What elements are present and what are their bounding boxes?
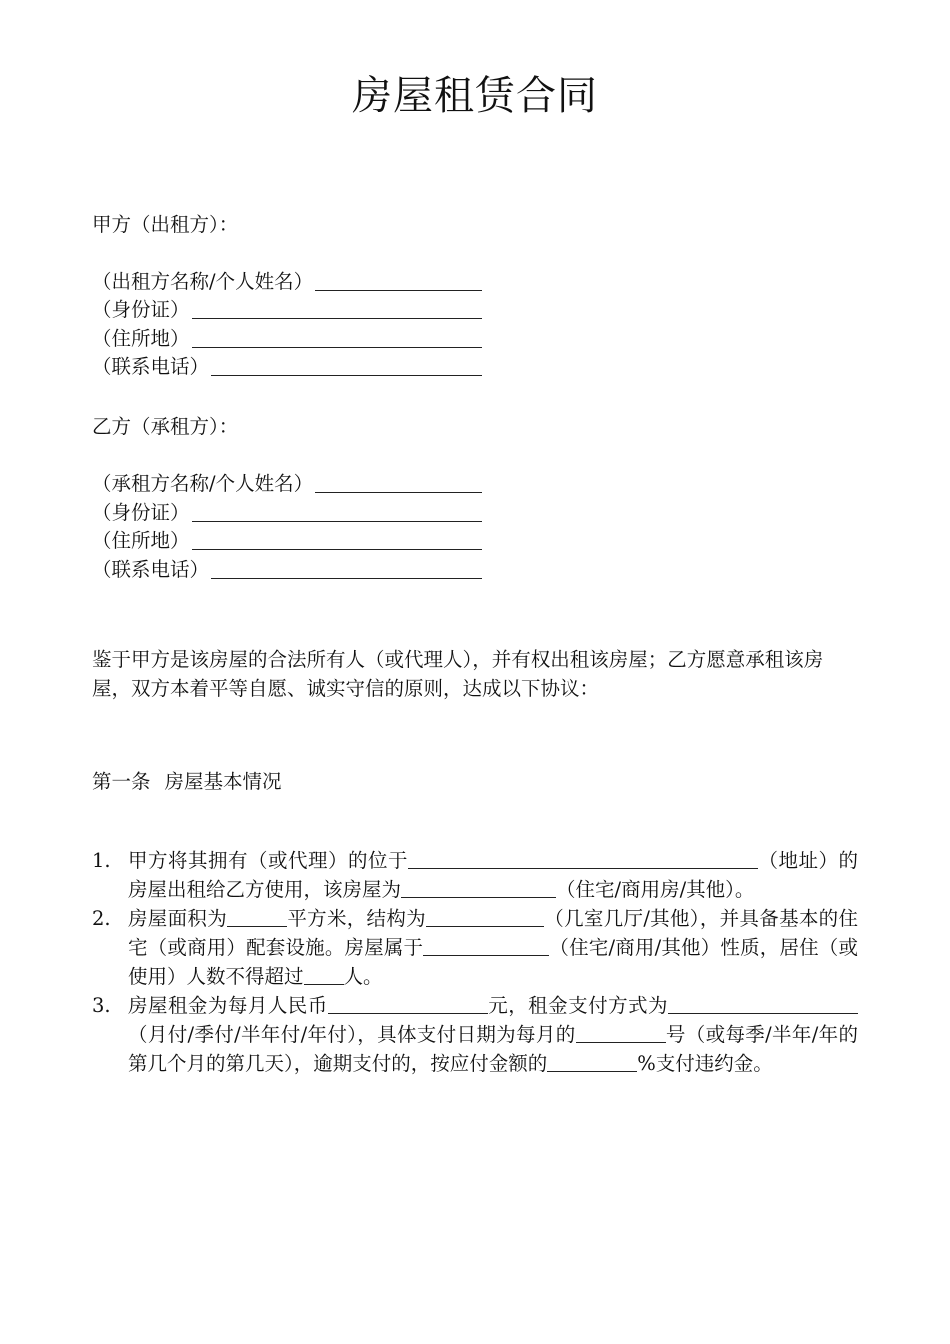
party-a-address-label: （住所地） xyxy=(92,327,190,350)
party-b-id-label: （身份证） xyxy=(92,501,190,524)
blank-line xyxy=(211,578,482,579)
list-item xyxy=(92,991,858,1078)
party-b-phone-field xyxy=(92,556,482,584)
party-a-id-label: （身份证） xyxy=(92,298,190,321)
property-nature-blank xyxy=(423,935,549,956)
rent-amount-blank xyxy=(328,993,488,1014)
article-number: 第一条 xyxy=(92,770,151,793)
party-a-id-field xyxy=(92,296,482,324)
address-blank xyxy=(408,848,758,869)
area-blank xyxy=(227,906,287,927)
list-item xyxy=(92,846,858,904)
article-1-heading xyxy=(92,767,282,796)
item-number: 3. xyxy=(92,994,111,1017)
occupant-limit-blank xyxy=(304,964,344,985)
item-number: 1. xyxy=(92,849,111,872)
party-a-phone-field xyxy=(92,353,482,381)
document-title: 房屋租赁合同 xyxy=(352,73,598,119)
blank-line xyxy=(315,290,482,291)
party-b-address-field xyxy=(92,527,482,555)
item-number: 2. xyxy=(92,907,111,930)
blank-line xyxy=(315,492,482,493)
item-text: 房屋面积为 xyxy=(128,907,228,930)
preamble-paragraph: 鉴于甲方是该房屋的合法所有人（或代理人），并有权出租该房屋；乙方愿意承租该房屋，双方本着平等自愿、诚实守信的原则，达成以下协议： xyxy=(92,648,824,700)
party-b-name-label: （承租方名称/个人姓名） xyxy=(92,472,314,495)
item-text: 房屋租金为每月人民币 xyxy=(128,994,328,1017)
payment-method-blank xyxy=(668,993,858,1014)
item-text: 平方米，结构为 xyxy=(287,907,426,930)
structure-blank xyxy=(426,906,544,927)
payment-day-blank xyxy=(576,1022,666,1043)
party-a-phone-label: （联系电话） xyxy=(92,355,210,378)
party-b-id-field xyxy=(92,499,482,527)
item-text: 号（或每季/半年/年的第几个月的第几天），逾期支付的，按应付金额的 xyxy=(128,1023,859,1075)
item-text: （月付/季付/半年付/年付），具体支付日期为每月的 xyxy=(128,1023,576,1046)
blank-line xyxy=(211,375,482,376)
party-a-name-label: （出租方名称/个人姓名） xyxy=(92,270,314,293)
item-text: （住宅/商用/其他）性质，居住（或使用）人数不得超过 xyxy=(128,936,858,988)
blank-line xyxy=(192,549,482,550)
party-b-phone-label: （联系电话） xyxy=(92,558,210,581)
item-text: %支付违约金。 xyxy=(637,1052,773,1075)
article-title: 房屋基本情况 xyxy=(164,770,282,793)
item-text: （地址）的房屋出租给乙方使用，该房屋为 xyxy=(128,849,858,901)
party-a-name-field xyxy=(92,268,482,296)
article-1-list xyxy=(92,846,858,1078)
blank-line xyxy=(192,347,482,348)
item-text: 元，租金支付方式为 xyxy=(487,994,668,1017)
item-text: 人。 xyxy=(343,965,383,988)
item-text: （几室几厅/其他），并具备基本的住宅（或商用）配套设施。房屋属于 xyxy=(128,907,858,959)
penalty-rate-blank xyxy=(547,1051,637,1072)
item-text: （住宅/商用房/其他）。 xyxy=(556,878,755,901)
party-a-heading: 甲方（出租方）： xyxy=(92,213,239,236)
blank-line xyxy=(192,521,482,522)
property-type-blank xyxy=(401,877,556,898)
party-b-heading: 乙方（承租方）： xyxy=(92,415,239,438)
blank-line xyxy=(192,318,482,319)
party-b-address-label: （住所地） xyxy=(92,529,190,552)
item-text: 甲方将其拥有（或代理）的位于 xyxy=(128,849,408,872)
party-b-name-field xyxy=(92,470,482,498)
party-a-address-field xyxy=(92,325,482,353)
list-item xyxy=(92,904,858,991)
